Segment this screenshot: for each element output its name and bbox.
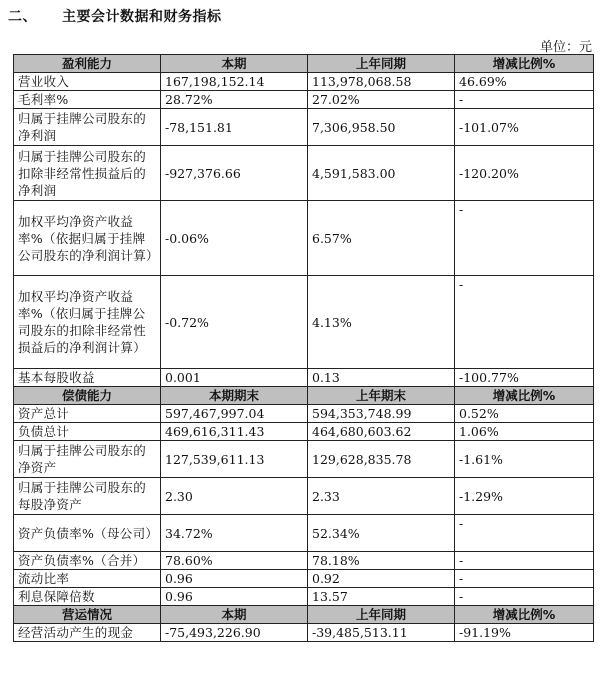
row-label: 负债总计 bbox=[14, 423, 161, 441]
table-row bbox=[14, 109, 594, 146]
change-value: - bbox=[455, 515, 594, 552]
prior-value: 52.34% bbox=[308, 515, 455, 552]
change-value: - bbox=[455, 552, 594, 570]
section-number: 二、 bbox=[8, 9, 37, 25]
row-label: 基本每股收益 bbox=[14, 369, 161, 387]
row-label: 资产负债率%（母公司） bbox=[14, 515, 161, 552]
current-value: -927,376.66 bbox=[161, 146, 308, 201]
table-row bbox=[14, 624, 594, 642]
change-value: - bbox=[455, 91, 594, 109]
solvency-header-current: 本期期末 bbox=[161, 387, 308, 405]
change-value: 1.06% bbox=[455, 423, 594, 441]
current-value: -78,151.81 bbox=[161, 109, 308, 146]
row-label: 利息保障倍数 bbox=[14, 588, 161, 606]
prior-value: 78.18% bbox=[308, 552, 455, 570]
prior-value: 13.57 bbox=[308, 588, 455, 606]
current-value: 0.96 bbox=[161, 570, 308, 588]
section-heading bbox=[8, 6, 222, 26]
operations-header-change: 增减比例% bbox=[455, 606, 594, 624]
table-row bbox=[14, 146, 594, 201]
unit-label: 单位：元 bbox=[539, 40, 592, 55]
financial-indicators-table bbox=[13, 54, 594, 642]
current-value: 597,467,997.04 bbox=[161, 405, 308, 423]
profit-header-row bbox=[14, 55, 594, 73]
profit-header-change: 增减比例% bbox=[455, 55, 594, 73]
table-row bbox=[14, 423, 594, 441]
profit-header-prior: 上年同期 bbox=[308, 55, 455, 73]
table-row bbox=[14, 570, 594, 588]
change-value: -1.61% bbox=[455, 441, 594, 478]
prior-value: 4,591,583.00 bbox=[308, 146, 455, 201]
operations-header-prior: 上年同期 bbox=[308, 606, 455, 624]
change-value: 46.69% bbox=[455, 73, 594, 91]
operations-header-label: 营运情况 bbox=[14, 606, 161, 624]
current-value: -0.06% bbox=[161, 201, 308, 276]
prior-value: -39,485,513.11 bbox=[308, 624, 455, 642]
row-label: 营业收入 bbox=[14, 73, 161, 91]
prior-value: 4.13% bbox=[308, 276, 455, 369]
row-label: 归属于挂牌公司股东的每股净资产 bbox=[14, 478, 161, 515]
table-row bbox=[14, 369, 594, 387]
section-title: 主要会计数据和财务指标 bbox=[62, 9, 222, 25]
row-label: 归属于挂牌公司股东的扣除非经常性损益后的净利润 bbox=[14, 146, 161, 201]
table-row bbox=[14, 515, 594, 552]
row-label: 毛利率% bbox=[14, 91, 161, 109]
change-value: -91.19% bbox=[455, 624, 594, 642]
table-row bbox=[14, 276, 594, 369]
table-row bbox=[14, 478, 594, 515]
row-label: 资产负债率%（合并） bbox=[14, 552, 161, 570]
current-value: -75,493,226.90 bbox=[161, 624, 308, 642]
table-row bbox=[14, 441, 594, 478]
profit-header-label: 盈利能力 bbox=[14, 55, 161, 73]
prior-value: 2.33 bbox=[308, 478, 455, 515]
table-row bbox=[14, 552, 594, 570]
solvency-header-row bbox=[14, 387, 594, 405]
change-value: -100.77% bbox=[455, 369, 594, 387]
table-row bbox=[14, 73, 594, 91]
table-row bbox=[14, 405, 594, 423]
current-value: 127,539,611.13 bbox=[161, 441, 308, 478]
current-value: 2.30 bbox=[161, 478, 308, 515]
current-value: 0.001 bbox=[161, 369, 308, 387]
prior-value: 6.57% bbox=[308, 201, 455, 276]
row-label: 经营活动产生的现金 bbox=[14, 624, 161, 642]
prior-value: 0.92 bbox=[308, 570, 455, 588]
current-value: 0.96 bbox=[161, 588, 308, 606]
row-label: 资产总计 bbox=[14, 405, 161, 423]
current-value: 78.60% bbox=[161, 552, 308, 570]
change-value: - bbox=[455, 588, 594, 606]
solvency-header-prior: 上年期末 bbox=[308, 387, 455, 405]
change-value: -1.29% bbox=[455, 478, 594, 515]
change-value: -101.07% bbox=[455, 109, 594, 146]
prior-value: 0.13 bbox=[308, 369, 455, 387]
prior-value: 129,628,835.78 bbox=[308, 441, 455, 478]
current-value: -0.72% bbox=[161, 276, 308, 369]
solvency-header-change: 增减比例% bbox=[455, 387, 594, 405]
table-row bbox=[14, 91, 594, 109]
current-value: 34.72% bbox=[161, 515, 308, 552]
change-value: 0.52% bbox=[455, 405, 594, 423]
table-row bbox=[14, 201, 594, 276]
row-label: 加权平均净资产收益率%（依据归属于挂牌公司股东的净利润计算） bbox=[14, 201, 161, 276]
current-value: 167,198,152.14 bbox=[161, 73, 308, 91]
current-value: 469,616,311.43 bbox=[161, 423, 308, 441]
table-row bbox=[14, 588, 594, 606]
prior-value: 594,353,748.99 bbox=[308, 405, 455, 423]
profit-header-current: 本期 bbox=[161, 55, 308, 73]
change-value: - bbox=[455, 570, 594, 588]
change-value: -120.20% bbox=[455, 146, 594, 201]
prior-value: 27.02% bbox=[308, 91, 455, 109]
operations-header-row bbox=[14, 606, 594, 624]
prior-value: 464,680,603.62 bbox=[308, 423, 455, 441]
current-value: 28.72% bbox=[161, 91, 308, 109]
change-value: - bbox=[455, 201, 594, 276]
row-label: 归属于挂牌公司股东的净资产 bbox=[14, 441, 161, 478]
row-label: 流动比率 bbox=[14, 570, 161, 588]
prior-value: 7,306,958.50 bbox=[308, 109, 455, 146]
row-label: 归属于挂牌公司股东的净利润 bbox=[14, 109, 161, 146]
operations-header-current: 本期 bbox=[161, 606, 308, 624]
prior-value: 113,978,068.58 bbox=[308, 73, 455, 91]
row-label: 加权平均净资产收益率%（依归属于挂牌公司股东的扣除非经常性损益后的净利润计算） bbox=[14, 276, 161, 369]
solvency-header-label: 偿债能力 bbox=[14, 387, 161, 405]
change-value: - bbox=[455, 276, 594, 369]
